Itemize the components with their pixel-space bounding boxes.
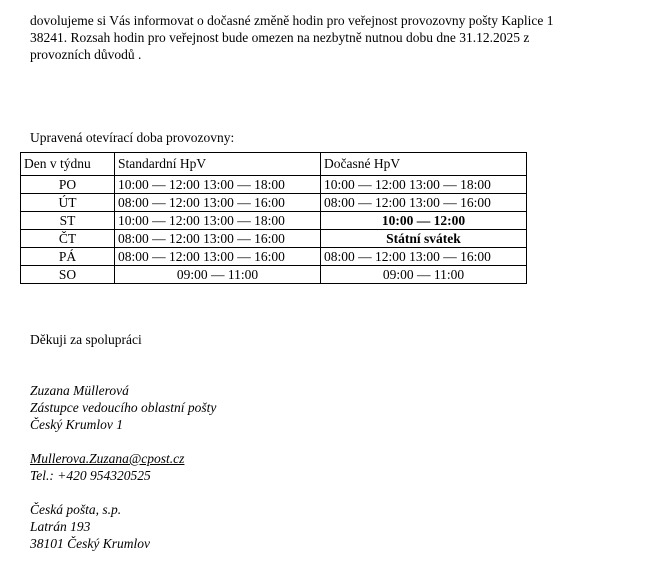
- temporary-hours-cell: 08:00 — 12:00 13:00 — 16:00: [321, 248, 527, 266]
- opening-hours-table: [20, 152, 527, 284]
- table-row: [21, 194, 527, 212]
- temporary-hours-cell: Státní svátek: [321, 230, 527, 248]
- day-cell: PÁ: [21, 248, 115, 266]
- standard-hours-cell: 09:00 — 11:00: [115, 266, 321, 284]
- company-name: Česká pošta, s.p.: [30, 502, 122, 517]
- thanks-text: Děkuji za spolupráci: [30, 332, 142, 347]
- header-temporary: Dočasné HpV: [321, 153, 527, 176]
- city-address: 38101 Český Krumlov: [30, 536, 150, 551]
- intro-line-1: dovolujeme si Vás informovat o dočasné změně hodin pro veřejnost provozovny pošty Kaplice 1: [30, 13, 554, 28]
- table-header-row: [21, 153, 527, 176]
- header-day: Den v týdnu: [21, 153, 115, 176]
- table-row: [21, 212, 527, 230]
- temporary-hours-cell: 10:00 — 12:00 13:00 — 18:00: [321, 176, 527, 194]
- signature-role: Zástupce vedoucího oblastní pošty: [30, 400, 217, 415]
- temporary-hours-cell: 08:00 — 12:00 13:00 — 16:00: [321, 194, 527, 212]
- day-cell: ČT: [21, 230, 115, 248]
- table-row: [21, 176, 527, 194]
- intro-line-2: 38241. Rozsah hodin pro veřejnost bude omezen na nezbytně nutnou dobu dne 31.12.2025 z: [30, 30, 530, 45]
- table-row: [21, 266, 527, 284]
- temporary-hours-cell: 10:00 — 12:00: [321, 212, 527, 230]
- intro-line-3: provozních důvodů .: [30, 47, 142, 62]
- day-cell: ST: [21, 212, 115, 230]
- standard-hours-cell: 10:00 — 12:00 13:00 — 18:00: [115, 176, 321, 194]
- phone-text: Tel.: +420 954320525: [30, 468, 151, 483]
- contact-block: [30, 450, 184, 484]
- standard-hours-cell: 08:00 — 12:00 13:00 — 16:00: [115, 230, 321, 248]
- signature-block: [30, 382, 216, 433]
- table-row: [21, 230, 527, 248]
- day-cell: SO: [21, 266, 115, 284]
- signature-office: Český Krumlov 1: [30, 417, 123, 432]
- standard-hours-cell: 08:00 — 12:00 13:00 — 16:00: [115, 194, 321, 212]
- email-link[interactable]: Mullerova.Zuzana@cpost.cz: [30, 451, 185, 466]
- street-address: Latrán 193: [30, 519, 91, 534]
- standard-hours-cell: 08:00 — 12:00 13:00 — 16:00: [115, 248, 321, 266]
- table-row: [21, 248, 527, 266]
- address-block: [30, 501, 150, 552]
- signature-name: Zuzana Müllerová: [30, 383, 129, 398]
- intro-paragraph: [30, 12, 640, 63]
- day-cell: PO: [21, 176, 115, 194]
- standard-hours-cell: 10:00 — 12:00 13:00 — 18:00: [115, 212, 321, 230]
- temporary-hours-cell: 09:00 — 11:00: [321, 266, 527, 284]
- table-title: Upravená otevírací doba provozovny:: [30, 130, 235, 145]
- header-standard: Standardní HpV: [115, 153, 321, 176]
- day-cell: ÚT: [21, 194, 115, 212]
